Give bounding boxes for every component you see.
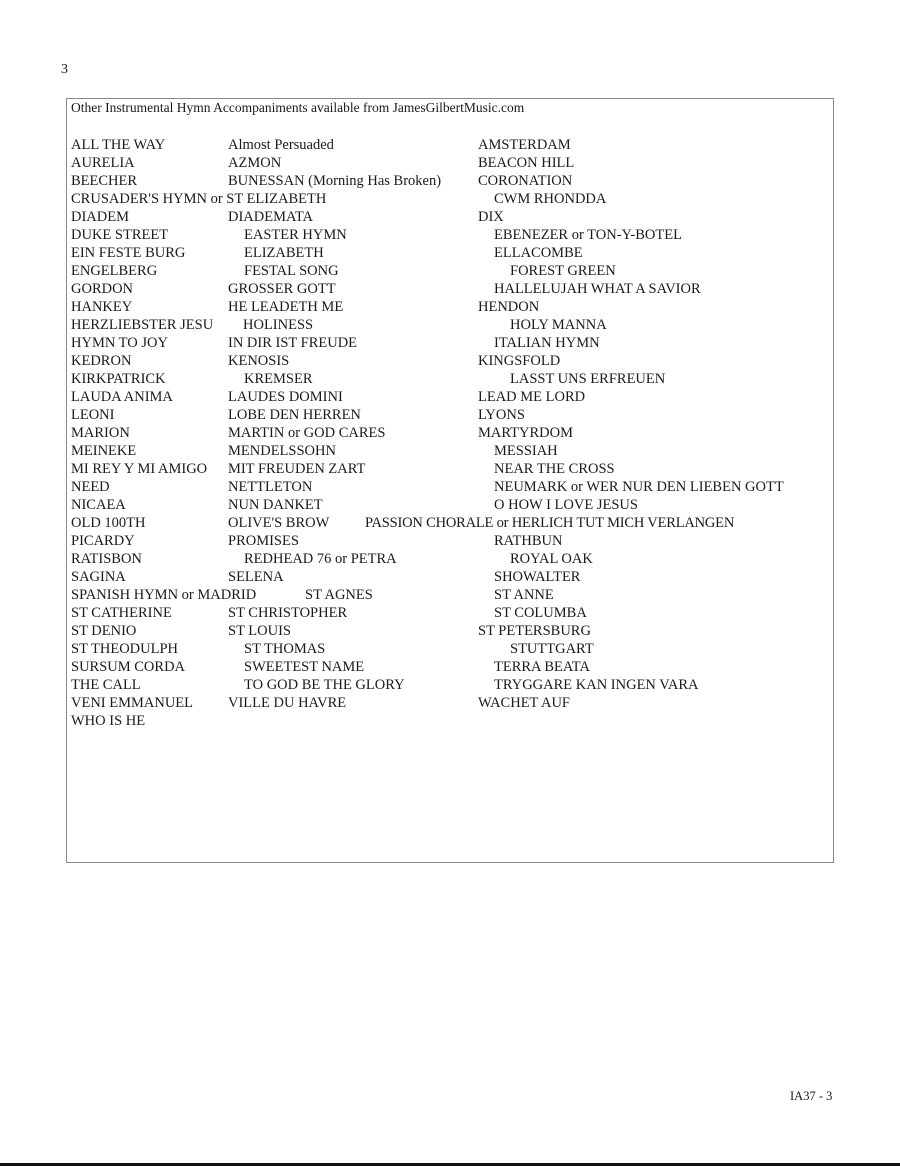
hymn-title: PROMISES [228,533,299,549]
hymn-title: LOBE DEN HERREN [228,407,361,423]
hymn-title: ST LOUIS [228,623,291,639]
hymn-title: ITALIAN HYMN [494,335,600,351]
hymn-title: AZMON [228,155,282,171]
hymn-title: ST THOMAS [244,641,326,657]
hymn-title: EBENEZER or TON-Y-BOTEL [494,227,682,243]
hymn-title: WHO IS HE [71,713,146,729]
hymn-title: GROSSER GOTT [228,281,336,297]
hymn-title: WACHET AUF [478,695,570,711]
hymn-title: NEAR THE CROSS [494,461,615,477]
hymn-title: ENGELBERG [71,263,158,279]
hymn-title: ST THEODULPH [71,641,179,657]
hymn-title: FOREST GREEN [510,263,616,279]
hymn-title: DUKE STREET [71,227,169,243]
hymn-title: CRUSADER'S HYMN or ST ELIZABETH [71,191,327,207]
hymn-title: HE LEADETH ME [228,299,344,315]
hymn-title: THE CALL [71,677,141,693]
hymn-title: SELENA [228,569,284,585]
hymn-title: CORONATION [478,173,573,189]
hymn-title: BEACON HILL [478,155,575,171]
hymn-title: MEINEKE [71,443,137,459]
hymn-title: HERZLIEBSTER JESU [71,317,214,333]
page-footer-label: IA37 - 3 [790,1089,833,1103]
hymn-title: SPANISH HYMN or MADRID [71,587,257,603]
hymn-title: OLD 100TH [71,515,146,531]
hymn-title: LYONS [478,407,525,423]
hymn-list-box [66,98,834,863]
hymn-title: KEDRON [71,353,132,369]
hymn-title: HOLY MANNA [510,317,607,333]
hymn-title: PICARDY [71,533,135,549]
hymn-title: NEUMARK or WER NUR DEN LIEBEN GOTT [494,479,784,495]
hymn-title: OLIVE'S BROW [228,515,330,531]
hymn-title: EIN FESTE BURG [71,245,186,261]
hymn-title: CWM RHONDDA [494,191,607,207]
hymn-title: AMSTERDAM [478,137,571,153]
hymn-title: VENI EMMANUEL [71,695,194,711]
hymn-title: HYMN TO JOY [71,335,168,351]
hymn-title: NUN DANKET [228,497,323,513]
hymn-title: KENOSIS [228,353,290,369]
hymn-title: KIRKPATRICK [71,371,166,387]
hymn-title: MARTYRDOM [478,425,574,441]
hymn-title: STUTTGART [510,641,594,657]
hymn-title: RATISBON [71,551,142,567]
hymn-title: HOLINESS [243,317,314,333]
hymn-title: HANKEY [71,299,133,315]
hymn-title: BUNESSAN (Morning Has Broken) [228,173,442,189]
hymn-title: LAUDES DOMINI [228,389,343,405]
hymn-title: MI REY Y MI AMIGO [71,461,208,477]
hymn-title: DIADEM [71,209,129,225]
hymn-title: LEAD ME LORD [478,389,586,405]
hymn-title: LEONI [71,407,115,423]
hymn-title: MARTIN or GOD CARES [228,425,386,441]
hymn-title: REDHEAD 76 or PETRA [244,551,397,567]
hymn-title: NETTLETON [228,479,313,495]
hymn-title: SWEETEST NAME [244,659,365,675]
hymn-title: ST PETERSBURG [478,623,591,639]
hymn-title: PASSION CHORALE or HERLICH TUT MICH VERLANGEN [365,515,735,531]
hymn-title: SURSUM CORDA [71,659,186,675]
page-number: 3 [61,62,68,77]
hymn-title: GORDON [71,281,134,297]
hymn-title: NEED [71,479,110,495]
hymn-title: FESTAL SONG [244,263,339,279]
hymn-title: ELLACOMBE [494,245,583,261]
hymn-title: LASST UNS ERFREUEN [510,371,666,387]
hymn-title: MIT FREUDEN ZART [228,461,366,477]
hymn-title: SAGINA [71,569,126,585]
hymn-title: LAUDA ANIMA [71,389,173,405]
hymn-title: TERRA BEATA [494,659,590,675]
hymn-title: TRYGGARE KAN INGEN VARA [494,677,699,693]
hymn-title: HALLELUJAH WHAT A SAVIOR [494,281,701,297]
hymn-title: EASTER HYMN [244,227,347,243]
hymn-title: ELIZABETH [244,245,324,261]
hymn-title: ALL THE WAY [71,137,166,153]
hymn-title: DIADEMATA [228,209,314,225]
hymn-title: SHOWALTER [494,569,581,585]
hymn-title: TO GOD BE THE GLORY [244,677,405,693]
hymn-title: ST DENIO [71,623,137,639]
hymn-title: KINGSFOLD [478,353,561,369]
hymn-title: ST CHRISTOPHER [228,605,348,621]
hymn-title: ST CATHERINE [71,605,172,621]
hymn-title: MARION [71,425,130,441]
hymn-title: HENDON [478,299,540,315]
hymn-title: VILLE DU HAVRE [228,695,347,711]
hymn-title: ST COLUMBA [494,605,587,621]
hymn-title: BEECHER [71,173,138,189]
hymn-title: ST AGNES [305,587,373,603]
hymn-title: ROYAL OAK [510,551,593,567]
hymn-title: NICAEA [71,497,126,513]
hymn-title: IN DIR IST FREUDE [228,335,358,351]
hymn-title: MENDELSSOHN [228,443,336,459]
hymn-title: KREMSER [244,371,313,387]
hymn-title: MESSIAH [494,443,558,459]
hymn-title: ST ANNE [494,587,554,603]
hymn-title: DIX [478,209,504,225]
hymn-title: Almost Persuaded [228,137,334,153]
box-title: Other Instrumental Hymn Accompaniments available from JamesGilbertMusic.com [71,100,525,115]
hymn-title: RATHBUN [494,533,563,549]
hymn-title: AURELIA [71,155,135,171]
hymn-title: O HOW I LOVE JESUS [494,497,638,513]
